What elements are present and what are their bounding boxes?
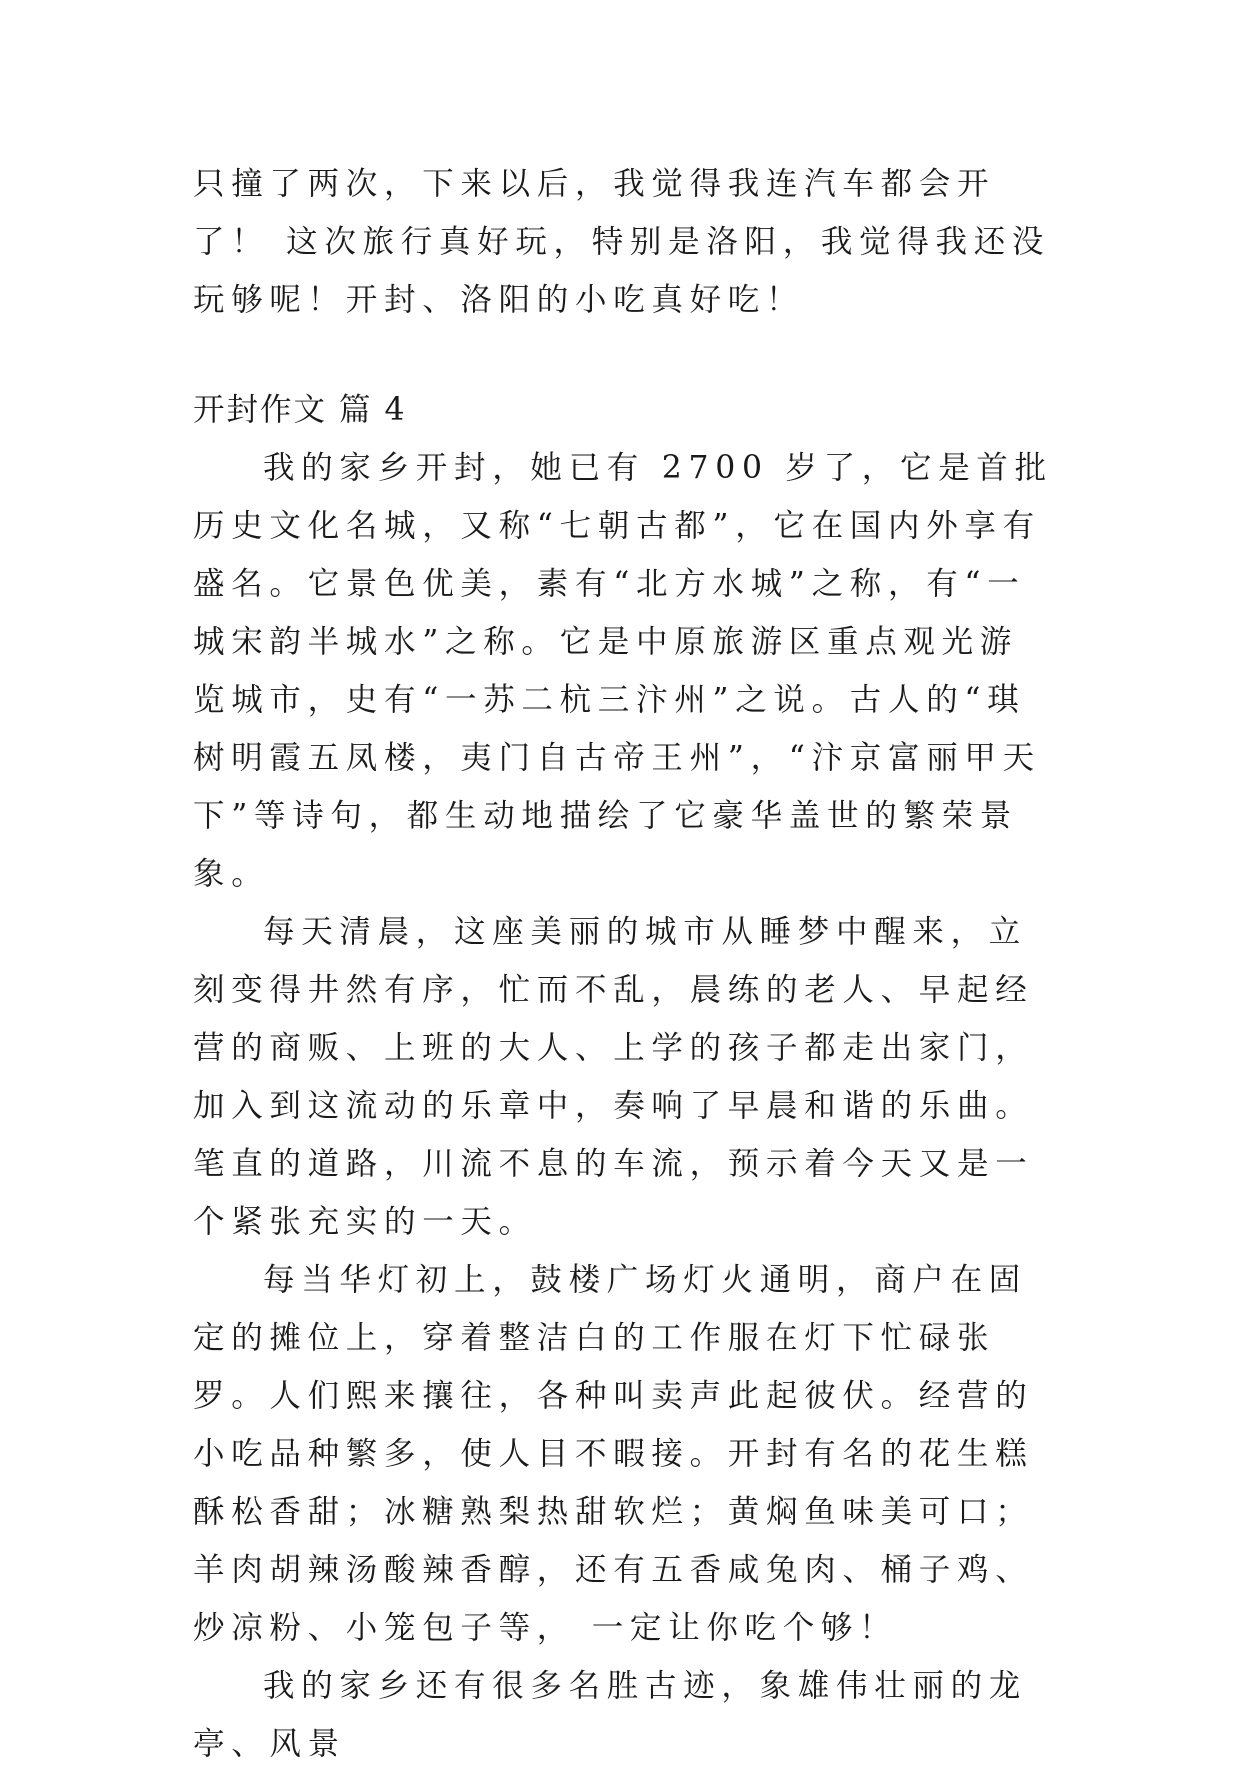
- continued-paragraph: 只撞了两次，下来以后，我觉得我连汽车都会开了！ 这次旅行真好玩，特别是洛阳，我觉得我还没玩够呢！开封、洛阳的小吃真好吃！: [193, 166, 1051, 318]
- section-spacer: [193, 329, 1053, 381]
- paragraph-4: 我的家乡还有很多名胜古迹，象雄伟壮丽的龙亭、风景: [193, 1668, 1028, 1762]
- section-heading: 开封作文 篇 4: [193, 392, 407, 428]
- document-body: [193, 155, 1053, 1773]
- paragraph-1: 我的家乡开封，她已有 2700 岁了，它是首批历史文化名城，又称“七朝古都”，它在国内外享有盛名。它景色优美，素有“北方水城”之称，有“一城宋韵半城水”之称。它是中原旅游区重点观光游览城市，史有“一苏二杭三汴州”之说。古人的“琪树明霞五凤楼，夷门自古帝王州”，“汴京富丽甲天下”等诗句，都生动地描绘了它豪华盖世的繁荣景象。: [193, 450, 1053, 892]
- paragraph-2: 每天清晨，这座美丽的城市从睡梦中醒来，立刻变得井然有序，忙而不乱，晨练的老人、早起经营的商贩、上班的大人、上学的孩子都走出家门，加入到这流动的乐章中，奏响了早晨和谐的乐曲。笔直的道路，川流不息的车流，预示着今天又是一个紧张充实的一天。: [193, 914, 1034, 1240]
- paragraph-3: 每当华灯初上，鼓楼广场灯火通明，商户在固定的摊位上，穿着整洁白的工作服在灯下忙碌张罗。人们熙来攘往，各种叫卖声此起彼伏。经营的小吃品种繁多，使人目不暇接。开封有名的花生糕酥松香甜；冰糖熟梨热甜软烂；黄焖鱼味美可口；羊肉胡辣汤酸辣香醇，还有五香咸兔肉、桶子鸡、炒凉粉、小笼包子等， 一定让你吃个够！: [193, 1262, 1034, 1646]
